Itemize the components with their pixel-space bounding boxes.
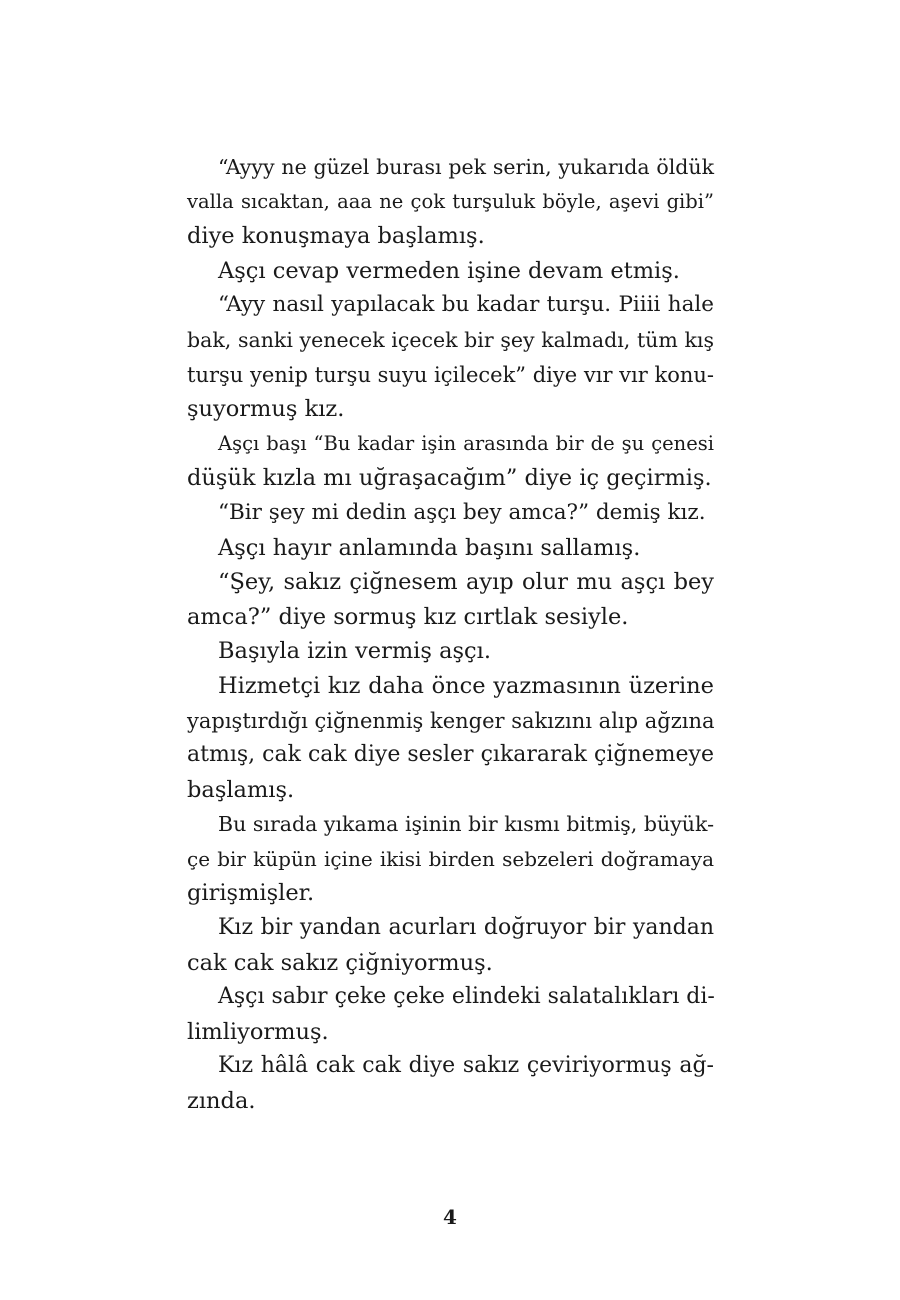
text-line: Aşçı cevap vermeden işine devam etmiş. (218, 257, 680, 284)
text-line: Aşçı başı “Bu kadar işin arasında bir de şu çenesi (218, 431, 714, 455)
text-line: “Bir şey mi dedin aşçı bey amca?” demiş kız. (218, 499, 706, 525)
text-line: Başıyla izin vermiş aşçı. (218, 638, 491, 665)
text-line: Aşçı hayır anlamında başını sallamış. (218, 534, 641, 561)
text-line: atmış, cak cak diye sesler çıkararak çiğnemeye (187, 742, 714, 768)
body-text (187, 150, 714, 1119)
text-line: cak cak sakız çiğniyormuş. (187, 949, 493, 976)
text-line: zında. (187, 1088, 256, 1115)
text-line: Hizmetçi kız daha önce yazmasının üzerine (218, 672, 714, 699)
text-line: valla sıcaktan, aaa ne çok turşuluk böyle, aşevi gibi” (187, 189, 714, 213)
text-line: çe bir küpün içine ikisi birden sebzeleri doğramaya (187, 846, 714, 871)
text-line: bak, sanki yenecek içecek bir şey kalmadı, tüm kış (187, 327, 714, 352)
text-line: limliyormuş. (187, 1018, 329, 1045)
text-line: şuyormuş kız. (187, 396, 345, 423)
text-line: “Ayyy ne güzel burası pek serin, yukarıda öldük (218, 155, 714, 179)
text-line: girişmişler. (187, 880, 315, 907)
text-line: amca?” diye sormuş kız cırtlak sesiyle. (187, 603, 629, 630)
text-line: Aşçı sabır çeke çeke elindeki salatalıkları di- (218, 984, 715, 1010)
text-line: düşük kızla mı uğraşacağım” diye iç geçirmiş. (187, 465, 712, 492)
text-line: Bu sırada yıkama işinin bir kısmı bitmiş, büyük- (218, 812, 714, 837)
page-number: 4 (443, 1205, 457, 1229)
text-line: Kız hâlâ cak cak diye sakız çeviriyormuş ağ- (218, 1053, 714, 1079)
text-line: “Şey, sakız çiğnesem ayıp olur mu aşçı bey (218, 569, 714, 596)
text-line: Kız bir yandan acurları doğruyor bir yandan (218, 915, 714, 941)
text-line: diye konuşmaya başlamış. (187, 223, 485, 250)
text-line: turşu yenip turşu suyu içilecek” diye vır vır konu- (187, 362, 714, 387)
text-line: “Ayy nasıl yapılacak bu kadar turşu. Piiii hale (218, 292, 714, 318)
text-line: yapıştırdığı çiğnenmiş kenger sakızını alıp ağzına (187, 708, 715, 733)
text-line: başlamış. (187, 776, 295, 803)
